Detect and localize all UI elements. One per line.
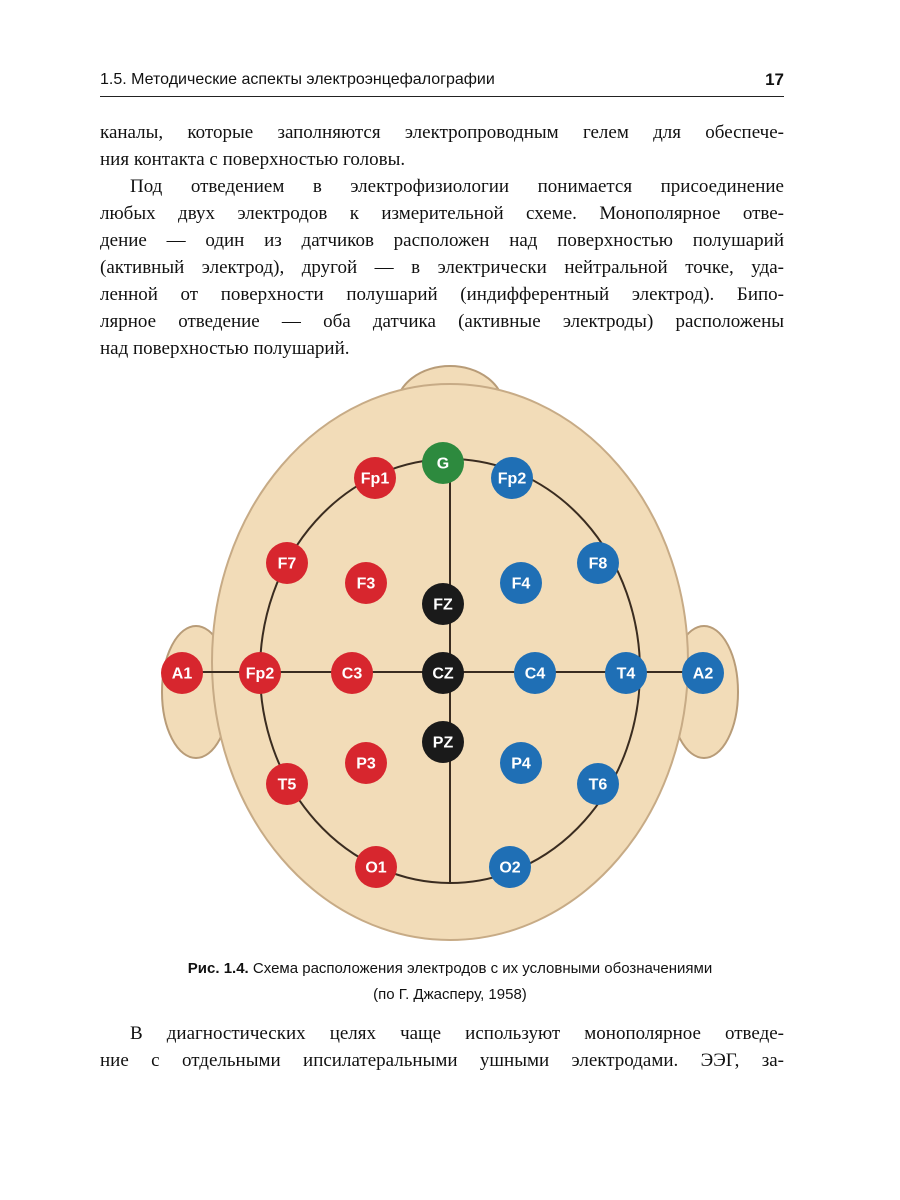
electrode-a2 [682,652,724,694]
electrode-label: C3 [341,665,363,683]
text-line: дение — один из датчиков расположен над поверхностью полушарий [100,230,784,251]
text-line: над поверхностью полушарий. [100,338,350,359]
electrode-label: PZ [432,734,454,752]
electrode-label: F3 [356,575,376,593]
electrode-g [422,442,464,484]
electrode-cz [422,652,464,694]
running-header [100,66,784,97]
electrode-label: Fp2 [245,665,275,683]
electrode-fp1 [354,457,396,499]
figure-caption [100,956,800,1008]
electrode-t6 [577,763,619,805]
electrode-label: F8 [588,555,608,573]
electrode-t4 [605,652,647,694]
electrode-diagram [150,362,750,952]
electrode-label: C4 [524,665,546,683]
text-line: Под отведением в электрофизиологии понимается присоединение [130,176,784,197]
electrode-label: Fp1 [360,470,390,488]
text-line: ния контакта с поверхностью головы. [100,149,406,170]
electrode-label: F4 [511,575,531,593]
electrode-label: O2 [499,859,521,877]
electrode-label: F7 [277,555,297,573]
electrode-fp2 [239,652,281,694]
electrode-a1 [161,652,203,694]
caption-label: Рис. 1.4. [187,960,249,977]
running-header-title: 1.5. Методические аспекты электроэнцефалографии [100,71,495,88]
electrode-pz [422,721,464,763]
electrode-label: T5 [277,776,297,794]
electrode-label: P3 [356,755,376,773]
paragraph-2 [100,173,784,362]
electrode-label: Fp2 [497,470,527,488]
electrode-fp2 [491,457,533,499]
head-diagram-svg [150,362,750,952]
electrode-fz [422,583,464,625]
caption-line-2: (по Г. Джасперу, 1958) [373,986,527,1003]
electrode-p3 [345,742,387,784]
electrode-c3 [331,652,373,694]
electrode-label: O1 [365,859,387,877]
electrode-label: A2 [692,665,714,683]
electrode-f4 [500,562,542,604]
caption-text: Схема расположения электродов с их условными обозначениями [252,960,713,977]
electrode-label: CZ [432,665,454,683]
caption-line-1 [100,956,800,982]
text-line: лярное отведение — оба датчика (активные электроды) расположены [100,311,784,332]
text-line: В диагностических целях чаще используют монополярное отведе- [130,1023,784,1044]
electrode-label: A1 [171,665,193,683]
electrode-f8 [577,542,619,584]
electrode-c4 [514,652,556,694]
electrode-label: FZ [433,596,453,614]
electrode-p4 [500,742,542,784]
electrode-o1 [355,846,397,888]
paragraph-3 [100,1020,784,1074]
electrode-t5 [266,763,308,805]
text-line: ленной от поверхности полушарий (индифферентный электрод). Бипо- [100,284,784,305]
electrode-label: T6 [588,776,608,794]
electrode-f3 [345,562,387,604]
page-number: 17 [765,70,784,89]
text-line: ние с отдельными ипсилатеральными ушными электродами. ЭЭГ, за- [100,1050,784,1071]
electrode-label: P4 [511,755,531,773]
electrode-label: T4 [616,665,636,683]
text-line: (активный электрод), другой — в электрически нейтральной точке, уда- [100,257,784,278]
electrode-label: G [436,455,450,473]
text-line: каналы, которые заполняются электропроводным гелем для обеспече- [100,122,784,143]
paragraph-1 [100,119,784,173]
electrode-f7 [266,542,308,584]
text-line: любых двух электродов к измерительной схеме. Монополярное отве- [100,203,784,224]
electrode-o2 [489,846,531,888]
